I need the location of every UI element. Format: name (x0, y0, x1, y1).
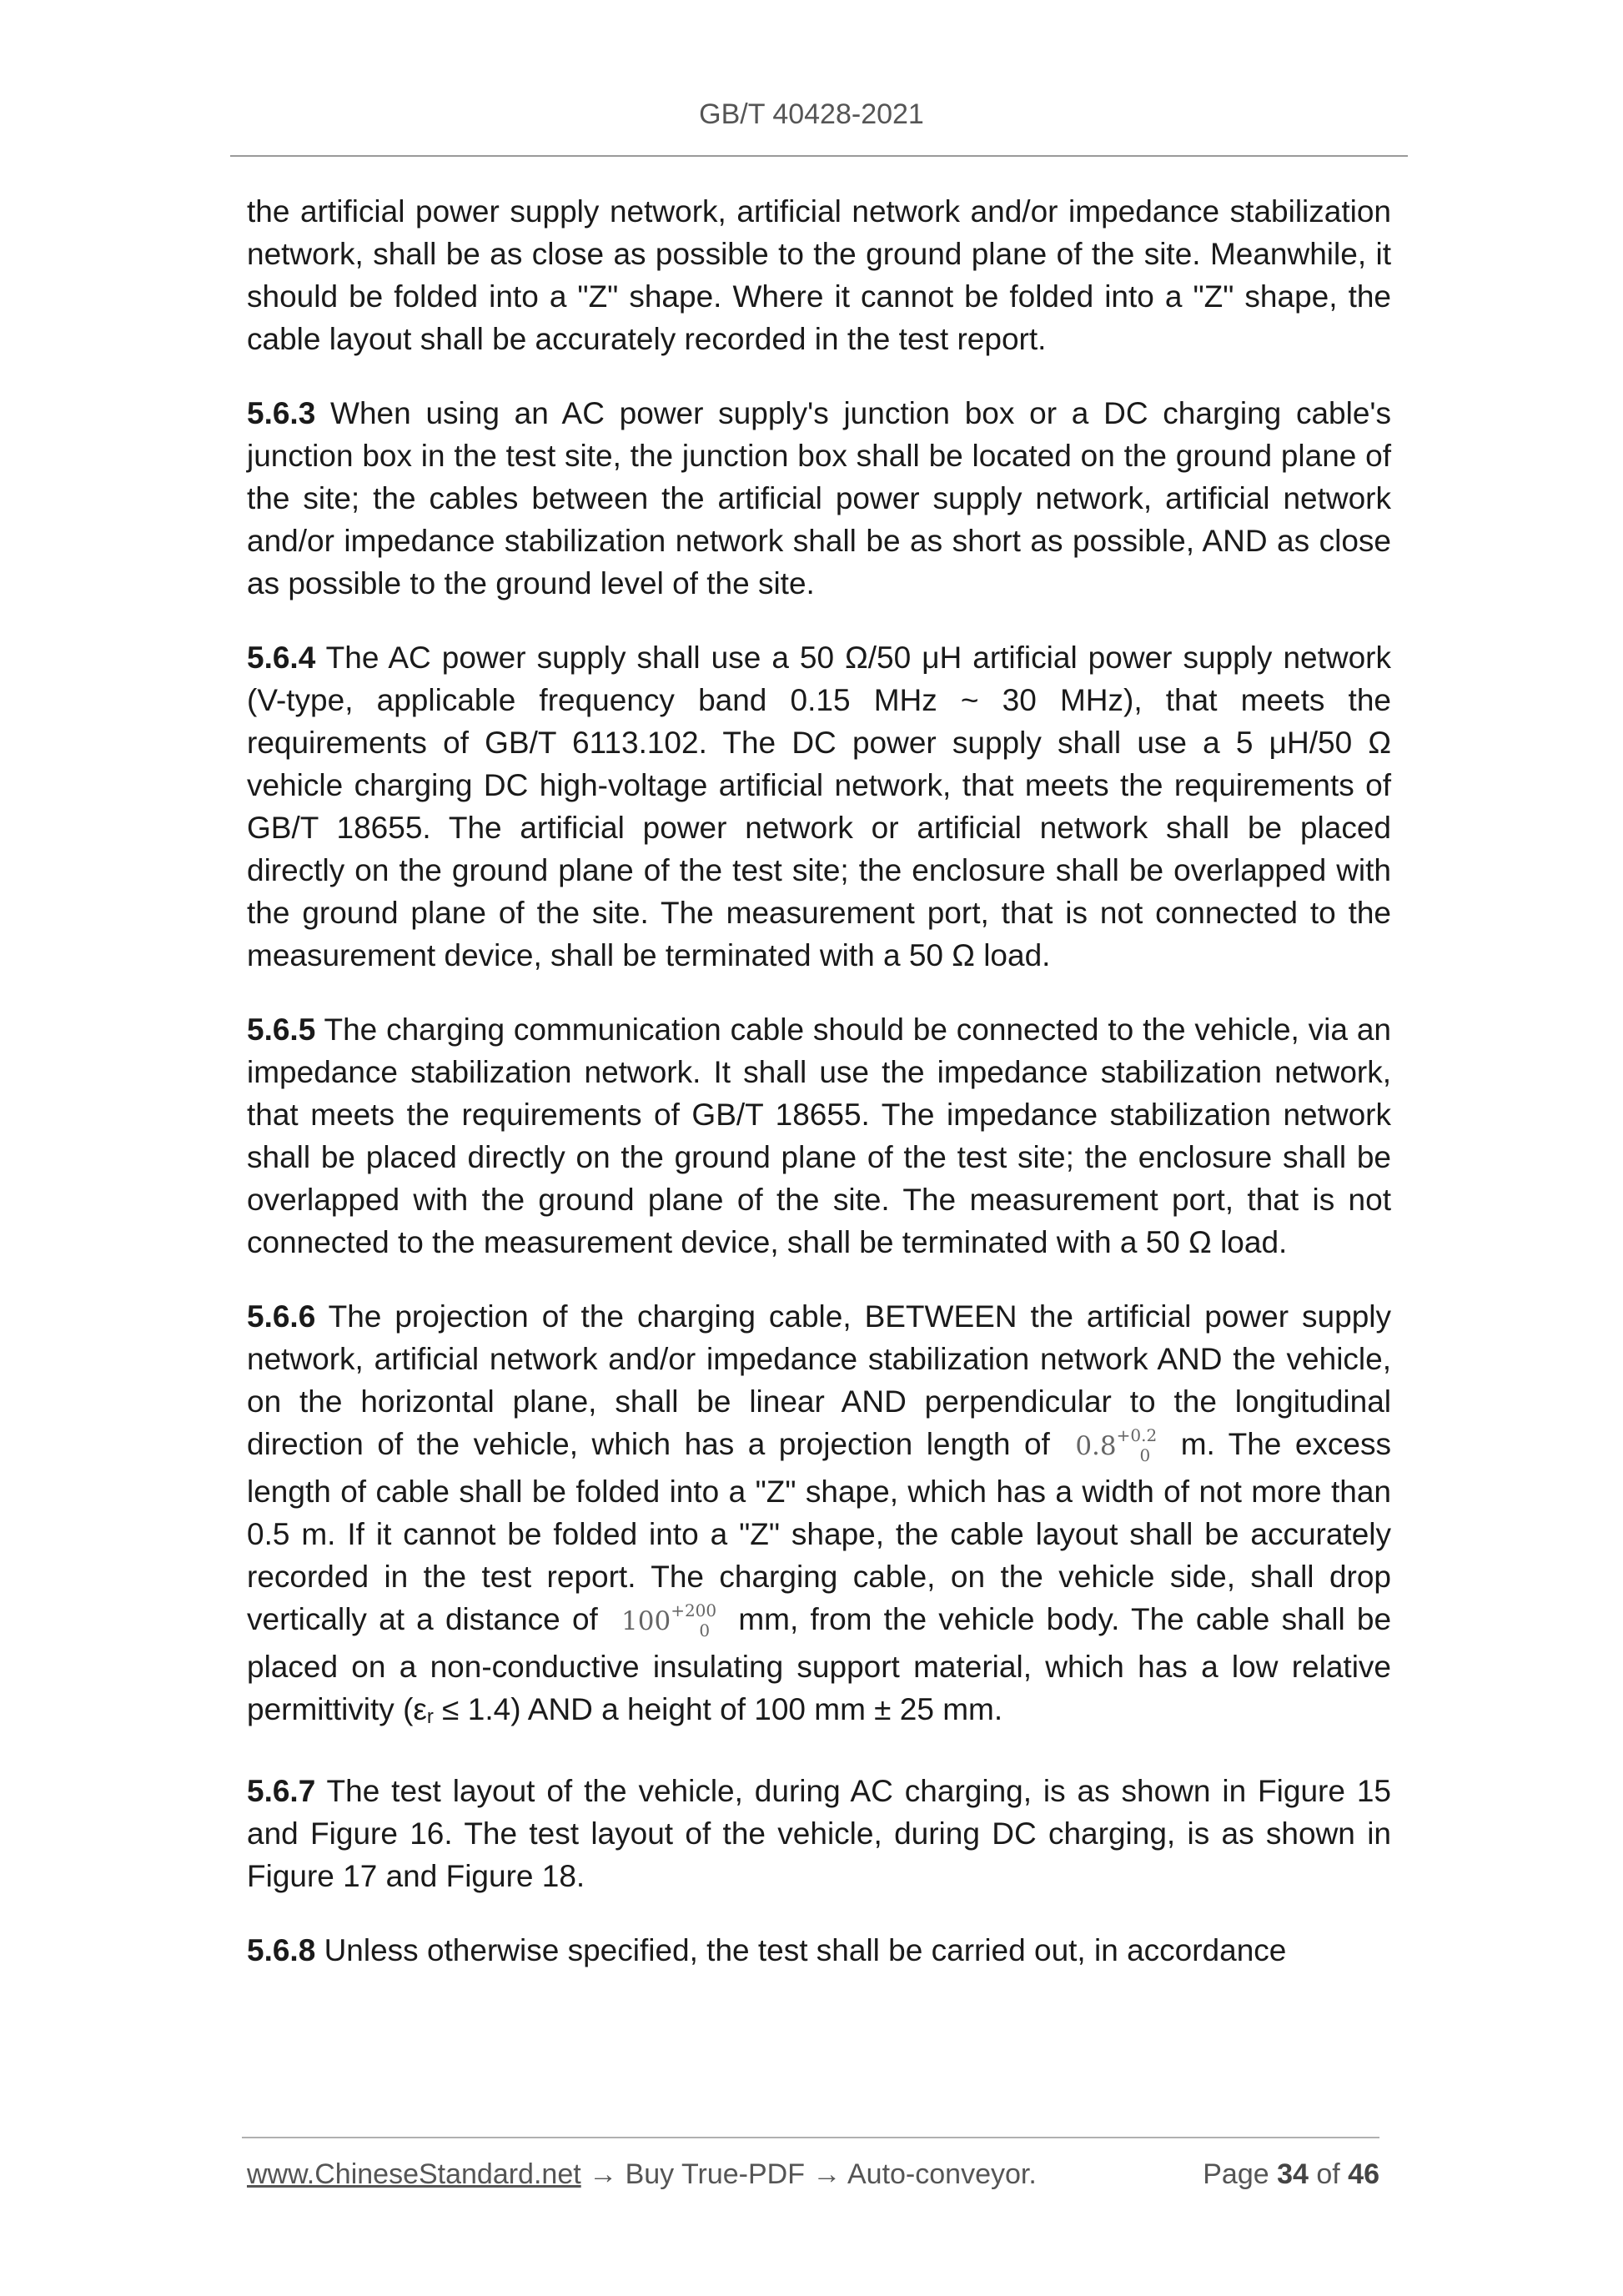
clause-number: 5.6.5 (247, 1012, 316, 1047)
clause-text-d: ≤ 1.4) AND a height of 100 mm ± 25 mm. (433, 1692, 1003, 1726)
clause-text-a: The projection of the charging cable, BETWEEN the artificial power supply network, artificial network and/or impedance stabilization network AND the vehicle, on the horizontal plane, shall be linear AND perpendicular to the longitudinal direction of the vehicle, which has a projection length of (247, 1299, 1391, 1461)
formula-upper-tolerance: +200 (671, 1600, 717, 1620)
clause-5-6-4 (247, 636, 1391, 977)
document-body (247, 190, 1391, 2003)
drop-distance-formula (621, 1600, 716, 1645)
page-total: 46 (1348, 2158, 1379, 2190)
formula-lower-tolerance: 0 (1139, 1445, 1151, 1465)
page-footer (247, 2158, 1379, 2191)
clause-text: The AC power supply shall use a 50 Ω/50 μH artificial power supply network (V-type, applicable frequency band 0.15 MHz ~ 30 MHz), that meets the requirements of GB/T 6113.102. The DC power supply shall use a 5 μH/50 Ω vehicle charging DC high-voltage artificial network, that meets the requirements of GB/T 18655. The artificial power network or artificial network shall be placed directly on the ground plane of the test site; the enclosure shall be overlapped with the ground plane of the site. The measurement port, that is not connected to the measurement device, shall be terminated with a 50 Ω load. (247, 641, 1391, 972)
clause-text-b: m. The excess length of cable shall be folded into a "Z" shape, which has a width of not more than 0.5 m. If it cannot be folded into a "Z" shape, the cable layout shall be accurately recorded in the test report. The charging cable, on the vehicle side, shall drop vertically at a distance of (247, 1427, 1392, 1636)
clause-number: 5.6.6 (247, 1299, 316, 1334)
clause-text: The charging communication cable should be connected to the vehicle, via an impedance stabilization network. It shall use the impedance stabilization network, that meets the requirements of GB/T 18655. The impedance stabilization network shall be placed directly on the ground plane of the test site; the enclosure shall be overlapped with the ground plane of the site. The measurement port, that is not connected to the measurement device, shall be terminated with a 50 Ω load. (247, 1012, 1391, 1259)
clause-number: 5.6.3 (247, 396, 316, 430)
page-number: 34 (1277, 2158, 1309, 2190)
formula-base: 0.8 (1075, 1431, 1117, 1461)
clause-text: Unless otherwise specified, the test shall be carried out, in accordance (315, 1933, 1287, 1967)
paragraph-continuation (247, 190, 1391, 360)
website-link[interactable]: www.ChineseStandard.net (247, 2158, 581, 2190)
clause-number: 5.6.7 (247, 1774, 316, 1808)
clause-5-6-8 (247, 1929, 1391, 1972)
page-label: Page (1203, 2158, 1278, 2190)
clause-text: When using an AC power supply's junction box or a DC charging cable's junction box in the test site, the junction box shall be located on the ground plane of the site; the cables between the artificial power supply network, artificial network and/or impedance stabilization network shall be as short as possible, AND as close as possible to the ground level of the site. (247, 396, 1391, 600)
clause-text: The test layout of the vehicle, during AC charging, is as shown in Figure 15 and Figure 16. The test layout of the vehicle, during DC charging, is as shown in Figure 17 and Figure 18. (247, 1774, 1391, 1893)
projection-length-formula (1075, 1425, 1157, 1470)
paragraph-text: the artificial power supply network, artificial network and/or impedance stabilization network, shall be as close as possible to the ground plane of the site. Meanwhile, it should be folded into a "Z" shape. Where it cannot be folded into a "Z" shape, the cable layout shall be accurately recorded in the test report. (247, 194, 1391, 356)
clause-number: 5.6.8 (247, 1933, 316, 1967)
clause-5-6-6 (247, 1295, 1391, 1738)
permittivity-subscript: r (426, 1706, 434, 1728)
clause-number: 5.6.4 (247, 641, 316, 675)
page-header-title: GB/T 40428-2021 (699, 98, 924, 130)
page-indicator (1203, 2158, 1379, 2191)
footer-divider (242, 2137, 1379, 2138)
clause-text-c: mm, from the vehicle body. The cable shall be placed on a non-conductive insulating support material, which has a low relative permittivity (ε (247, 1602, 1392, 1726)
formula-lower-tolerance: 0 (699, 1620, 711, 1640)
footer-nav-text: → Buy True-PDF → Auto-conveyor. (580, 2158, 1037, 2190)
of-label: of (1308, 2158, 1349, 2190)
header-divider (230, 155, 1408, 157)
clause-5-6-7 (247, 1770, 1391, 1897)
formula-base: 100 (621, 1606, 671, 1636)
clause-5-6-5 (247, 1008, 1391, 1264)
clause-5-6-3 (247, 392, 1391, 605)
formula-upper-tolerance: +0.2 (1116, 1425, 1158, 1445)
